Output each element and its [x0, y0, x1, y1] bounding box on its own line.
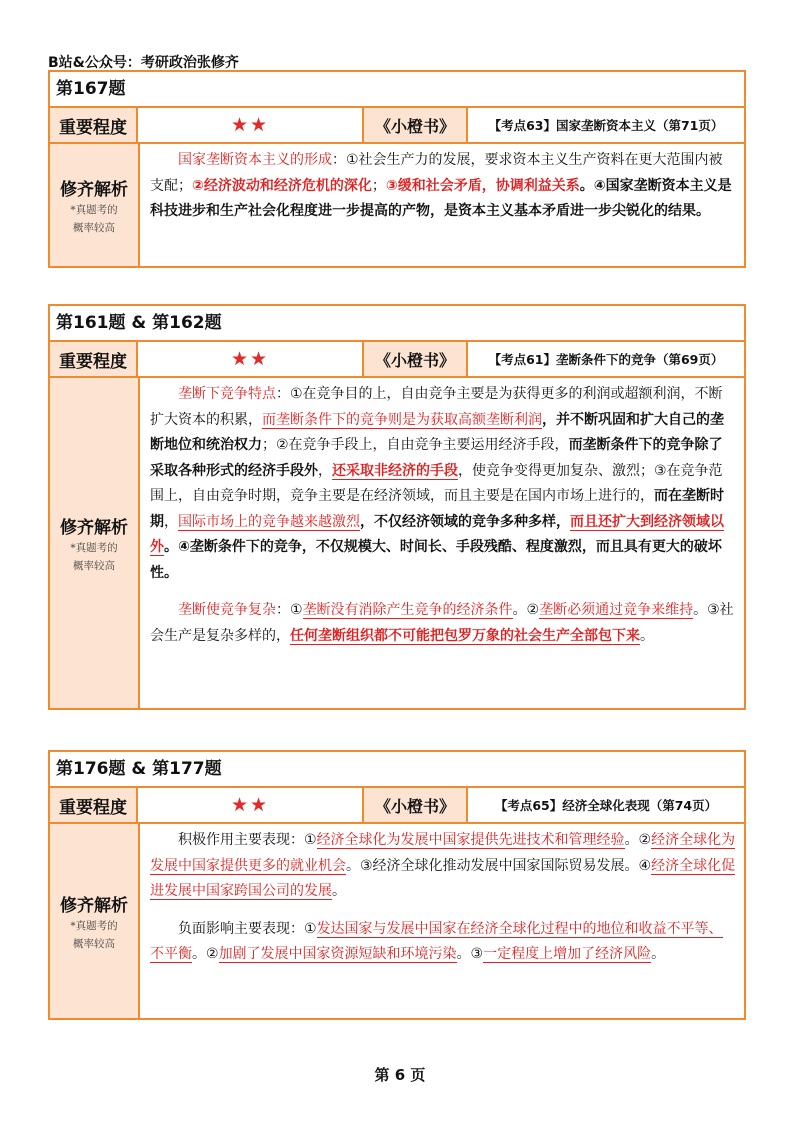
- text-segment: ，并不断巩固和扩大自己的垄断地位和统治权力: [150, 411, 724, 453]
- page-number: 第 6 页: [374, 1066, 426, 1084]
- importance-label: 重要程度: [50, 788, 138, 822]
- text-segment: 。②: [192, 946, 219, 962]
- text-segment: 垄断没有消除产生竞争的经济条件: [302, 602, 513, 618]
- question-title: 第161题 & 第162题: [50, 306, 744, 342]
- text-segment: 垄断下竞争特点: [178, 386, 276, 402]
- analysis-content: [140, 144, 744, 266]
- question-block: [48, 304, 746, 710]
- text-segment: ；: [371, 177, 386, 194]
- text-segment: ；②在竞争手段上，自由竞争主要运用经济手段，: [262, 437, 569, 453]
- analysis-label: [50, 378, 140, 708]
- text-segment: 经济全球化为发展中国家提供更多的就业机会: [150, 832, 736, 874]
- analysis-note: 概率较高: [73, 937, 115, 950]
- analysis-note: *真题考的: [70, 203, 118, 216]
- analysis-paragraph: [150, 148, 736, 225]
- book-label: 《小橙书》: [364, 342, 468, 376]
- meta-row: [50, 788, 744, 824]
- importance-stars: ★★: [138, 342, 364, 376]
- text-segment: 而且还扩大到经济领域以外: [150, 513, 724, 555]
- question-title: 第167题: [50, 72, 744, 108]
- analysis-paragraph: [150, 917, 736, 968]
- text-segment: 。③社会生产是复杂多样的，: [150, 602, 734, 644]
- text-segment: 任何垄断组织都不可能把包罗万象的社会生产全部包下来: [290, 627, 640, 644]
- analysis-label: [50, 144, 140, 266]
- analysis-paragraph: [150, 828, 736, 905]
- text-segment: 负面影响主要表现：①: [178, 920, 317, 937]
- text-segment: ：①在竞争目的上，自由竞争主要是为获得更多的利润或超额利润，不断扩大资本的积累，: [150, 386, 723, 428]
- analysis-row: [50, 144, 744, 266]
- text-segment: 垄断使竞争复杂: [178, 602, 276, 618]
- text-segment: 。: [332, 883, 346, 899]
- analysis-content: [140, 824, 744, 1018]
- book-label: 《小橙书》: [364, 108, 468, 142]
- text-segment: ，使竞争变得更加复杂、激烈；③在竞争范围上，自由竞争时期，竞争主要是在经济领域，而且主要是在国内市场上进行的，: [150, 462, 723, 504]
- importance-stars: ★★: [138, 108, 364, 142]
- meta-row: [50, 342, 744, 378]
- text-segment: 而在垄断时期: [150, 488, 724, 530]
- text-segment: ③缓和社会矛盾，协调利益关系: [385, 177, 580, 194]
- text-segment: 。③: [456, 946, 484, 962]
- kaodian-reference: 【考点63】国家垄断资本主义（第71页）: [488, 118, 724, 133]
- analysis-note: 概率较高: [73, 559, 115, 572]
- analysis-note: 概率较高: [73, 221, 115, 234]
- text-segment: 。②: [512, 602, 540, 618]
- text-segment: ，不仅经济领域的竞争多种多样，: [360, 513, 570, 530]
- question-title: 第176题 & 第177题: [50, 752, 744, 788]
- question-block: [48, 70, 746, 268]
- text-segment: 国际市场上的竞争越来越激烈: [178, 513, 360, 530]
- text-segment: 。③经济全球化推动发展中国家国际贸易发展。④: [346, 857, 652, 874]
- text-segment: 。②: [624, 832, 652, 848]
- text-segment: 而垄断条件下的竞争则是为获取高额垄断利润: [262, 411, 542, 428]
- text-segment: 。④国家垄断资本主义是科技进步和生产社会化程度进一步提高的产物，是资本主义基本矛盾进一步尖锐化的结果。: [150, 177, 732, 219]
- text-segment: 垄断必须通过竞争来维持: [539, 602, 694, 618]
- analysis-paragraph: [150, 598, 736, 649]
- text-segment: 经济全球化促进发展中国家跨国公司的发展: [150, 857, 736, 899]
- text-segment: ，: [164, 513, 178, 530]
- analysis-note: *真题考的: [70, 919, 118, 932]
- analysis-paragraph: [150, 382, 736, 586]
- importance-stars: ★★: [138, 788, 364, 822]
- kaodian-reference: 【考点65】经济全球化表现（第74页）: [494, 798, 718, 813]
- analysis-label: [50, 824, 140, 1018]
- analysis-title: 修齐解析: [60, 517, 128, 538]
- text-segment: 。: [640, 627, 654, 644]
- text-segment: 经济全球化为发展中国家提供先进技术和管理经验: [316, 832, 625, 848]
- importance-label: 重要程度: [50, 342, 138, 376]
- book-label: 《小橙书》: [364, 788, 468, 822]
- text-segment: 还采取非经济的手段: [332, 462, 458, 479]
- text-segment: 加剧了发展中国家资源短缺和环境污染: [218, 946, 457, 962]
- analysis-title: 修齐解析: [60, 179, 128, 200]
- text-segment: 。④垄断条件下的竞争，不仅规模大、时间长、手段残酷、程度激烈，而且具有更大的破坏性。: [150, 539, 722, 581]
- analysis-row: [50, 378, 744, 708]
- text-segment: 。: [651, 946, 666, 962]
- question-block: [48, 750, 746, 1020]
- text-segment: 而垄断条件下的竞争除了采取各种形式的经济手段外: [150, 437, 723, 479]
- analysis-title: 修齐解析: [60, 895, 128, 916]
- analysis-row: [50, 824, 744, 1018]
- analysis-note: *真题考的: [70, 541, 118, 554]
- text-segment: ：①社会生产力的发展，要求资本主义生产资料在更大范围内被支配；: [150, 152, 723, 194]
- text-segment: 积极作用主要表现：①: [178, 832, 317, 848]
- text-segment: ②经济波动和经济危机的深化: [192, 177, 372, 194]
- meta-row: [50, 108, 744, 144]
- page-header: B站&公众号：考研政治张修齐: [48, 55, 239, 71]
- text-segment: 国家垄断资本主义的形成: [178, 152, 332, 168]
- text-segment: ，: [318, 462, 332, 479]
- analysis-content: [140, 378, 744, 708]
- text-segment: ：①: [276, 602, 303, 618]
- text-segment: 一定程度上增加了经济风险: [483, 946, 652, 962]
- importance-label: 重要程度: [50, 108, 138, 142]
- kaodian-reference: 【考点61】垄断条件下的竞争（第69页）: [488, 352, 724, 367]
- text-segment: 发达国家与发展中国家在经济全球化过程中的地位和收益不平等、不平衡: [150, 920, 723, 962]
